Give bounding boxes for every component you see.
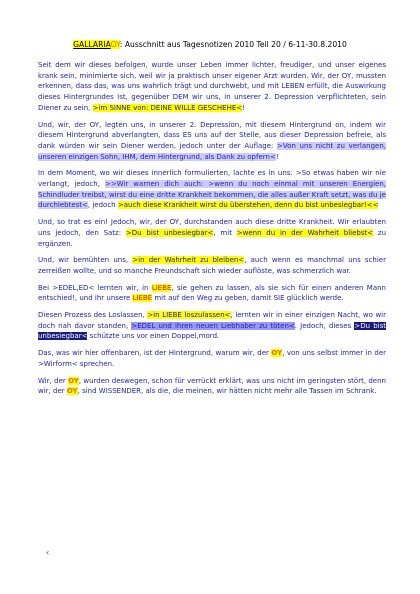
text-run: , sie gehen zu lassen, als sie sich für einen anderen Mann entschied!, und ihr unsere bbox=[38, 283, 386, 303]
paragraph bbox=[38, 60, 386, 114]
text-run: , jedoch bbox=[87, 201, 118, 210]
text-run: , mit bbox=[213, 228, 237, 237]
text-run: mit auf den Weg zu geben, damit SIE glücklich werde. bbox=[152, 294, 344, 303]
highlighted-text: >Du bist unbesiegbar< bbox=[38, 321, 386, 341]
paragraph bbox=[38, 255, 386, 276]
highlighted-text: LIEBE bbox=[151, 283, 172, 292]
highlighted-text: >auch diese Krankheit wirst du überstehen, denn du bist unbesiegbar!<< bbox=[117, 201, 379, 210]
highlighted-text: >im SINNE von: DEINE WILLE GESCHEHE< bbox=[92, 103, 243, 112]
text-run: Diesen Prozess des Loslassen, bbox=[38, 311, 148, 320]
highlighted-text: >in LIEBE loszulassen< bbox=[147, 311, 231, 320]
highlighted-text: >wenn du in der Wahrheit bliebst< bbox=[236, 228, 374, 237]
text-run: . Jedoch, dieses bbox=[294, 321, 355, 330]
text-run: Und, wir, der OY, legten uns, in unserer 2. Depression, mit diesem Hintergrund on, indem wir diesem Hintergrund abverlangten, dass ES uns auf der Stelle, aus dieser Depression befreie, als dank würden wir sein Diener werden, jedoch unter der Auflage: bbox=[38, 120, 386, 150]
body-text bbox=[38, 60, 386, 403]
highlighted-text: OY bbox=[271, 349, 283, 358]
text-run: In dem Moment, wo wir dieses innerlich formulierten, lachte es in uns: >So etwas haben wir nie verlangt, jedoch, bbox=[38, 169, 386, 189]
footer-mark: ‹ bbox=[46, 548, 50, 557]
text-run: Und, so trat es ein! Jedoch, wir, der OY, durchstanden auch diese dritte Krankheit. Wir erlaubten uns jedoch, den Satz: bbox=[38, 218, 386, 237]
paragraph bbox=[38, 283, 386, 304]
paragraph bbox=[38, 376, 386, 397]
paragraph bbox=[38, 168, 386, 211]
highlighted-text: >Du bist unbesiegbar< bbox=[125, 228, 214, 237]
text-run: Seit dem wir dieses befolgen, wurde unser Leben immer lichter, freudiger, und unser eigenes krank sein, minimierte sich, weil wir ja praktisch unser eigener Arzt wurden. Wir, der OY, mussten erkennen, dass das, was uns wahrlich trägt und durchwebt, und mit LEBEN erfüllt, die Auswirkung dieses Hintergrundes ist, gegenüber DEM wir uns, in unserer 2. Depression verpflichteten, sein Diener zu sein, bbox=[38, 61, 386, 112]
text-run: ! bbox=[242, 103, 245, 112]
text-run: , von uns selbst immer in der >Wirform< sprechen. bbox=[38, 349, 387, 368]
text-run: zu ergänzen. bbox=[38, 228, 386, 248]
highlighted-text: >EDEL und ihren neuen Liebhaber zu töten< bbox=[131, 321, 295, 330]
highlighted-text: >Von uns nicht zu verlangen, unseren einzigen Sohn, IHM, dem Hintergrund, als Dank zu opfern< bbox=[38, 141, 386, 161]
text-run: Das, was wir hier offenbaren, ist der Hintergrund, warum wir, der bbox=[38, 349, 272, 358]
paragraph bbox=[38, 310, 386, 342]
header-brand bbox=[73, 40, 120, 49]
text-run: ! bbox=[275, 152, 279, 161]
text-run: , wurden deswegen, schon für verrückt erklärt, was uns nicht im geringsten stört, denn wir, der bbox=[38, 376, 386, 396]
highlighted-text: LIEBE bbox=[132, 294, 153, 303]
highlighted-text: >>Wir warnen dich auch: >wenn du noch einmal mit unseren Energien, Schindluder treibst, wirst du eine dritte Krankheit bekommen, die alles außer Kraft setzt, was du je durchlebtest< bbox=[38, 180, 386, 210]
highlighted-text: >in der Wahrheit zu bleiben< bbox=[132, 256, 245, 265]
header-brand-part1: GALLARIA bbox=[73, 40, 111, 49]
text-run: schützte uns vor einen Doppel,mord. bbox=[87, 332, 220, 341]
paragraph bbox=[38, 217, 386, 249]
paragraph bbox=[38, 348, 386, 369]
header-title: : Ausschnitt aus Tagesnotizen 2010 Teil 20 / 6-11-30.8.2010 bbox=[119, 40, 347, 49]
text-run: Wir, der bbox=[38, 376, 69, 385]
highlighted-text: OY bbox=[66, 387, 78, 396]
highlighted-text: OY bbox=[68, 376, 79, 385]
paragraph bbox=[38, 120, 386, 163]
text-run: , sind WISSENDER, als die, die meinen, wir hätten nicht mehr alle Tassen im Schrank. bbox=[77, 387, 377, 396]
text-run: Und, wir bemühten uns, bbox=[38, 256, 133, 265]
header-brand-part2: OY bbox=[110, 40, 120, 49]
text-run: Bei >EDEL,ED< lernten wir, in bbox=[38, 283, 152, 292]
text-run: , lernten wir in einer einzigen Nacht, wo wir doch nah davor standen, bbox=[38, 311, 386, 330]
page-header bbox=[0, 40, 420, 50]
text-run: , auch wenn es manchmal uns schier zerreißen wollte, und so manche Freundschaft sich wieder auflöste, was schmerzlich war. bbox=[38, 256, 386, 275]
